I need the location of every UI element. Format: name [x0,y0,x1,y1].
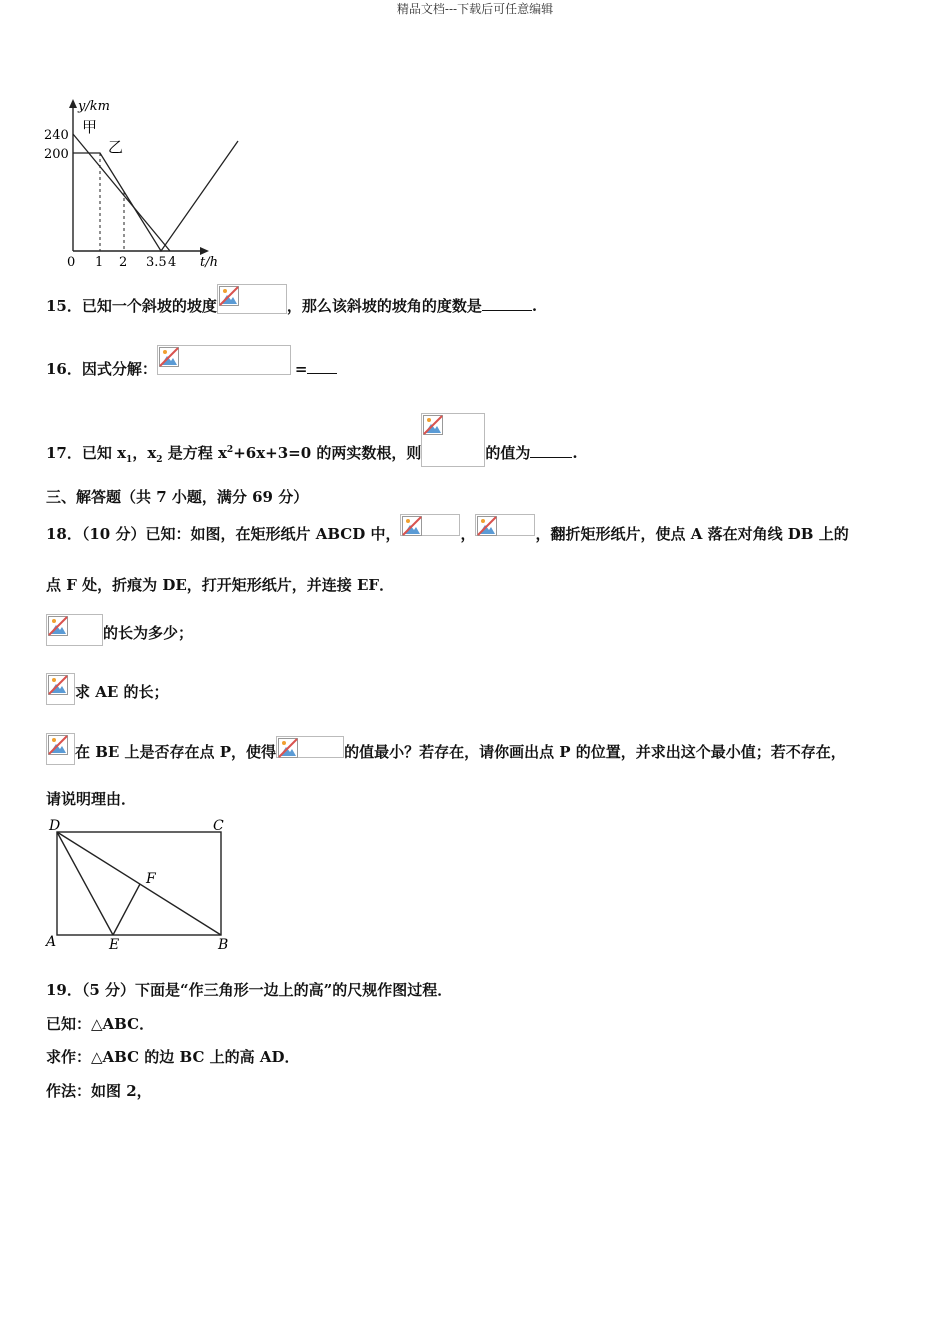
q18-comma: ， [460,525,476,543]
x-tick-1: 1 [95,255,104,270]
x-tick-4: 4 [168,255,177,270]
point-label-e: E [109,937,120,953]
y-axis-label: y/km [78,99,110,114]
q15-answer-blank [482,296,532,311]
q17-answer-blank [530,443,572,458]
point-label-f: F [146,871,156,887]
q18-sub3-expression-image [276,736,344,758]
broken-image-icon [159,347,179,367]
q16-equals: = [294,360,308,378]
q15-text-before: 15．已知一个斜坡的坡度 [46,297,217,315]
broken-image-icon [477,516,497,536]
q18-sub2-text: 求 AE 的长； [75,683,169,701]
q18-condition-image-1 [400,514,460,536]
question-18-sub-3-line-2: 请说明理由． [46,790,137,808]
q17-expression-image [421,413,485,467]
q16-answer-blank [307,359,337,374]
q15-text-after: ，那么该斜坡的坡角的度数是 [286,297,482,315]
q18-sub1-text: 的长为多少； [103,624,194,642]
section-3-heading: 三、解答题（共 7 小题，满分 69 分） [46,488,309,506]
question-17 [46,427,578,481]
label-yi: 乙 [108,138,124,156]
q18-text-1: 18．（10 分）已知：如图，在矩形纸片 ABCD 中， [46,525,401,543]
y-tick-200: 200 [44,147,69,162]
question-18-sub-1 [46,618,193,650]
point-label-a: A [46,934,57,950]
point-label-b: B [218,937,229,953]
q15-end: . [531,297,538,315]
broken-image-icon [219,286,239,306]
broken-image-icon [48,735,68,755]
question-18-line-1 [46,523,849,546]
question-15 [46,292,537,322]
page-header: 精品文档---下载后可任意编辑 [396,2,554,16]
distance-time-graph [40,96,260,276]
question-16 [46,355,337,385]
q17-text-2: ，x [132,444,157,462]
q17-sub-2: 2 [156,455,163,465]
q18-sub3-image [46,733,75,765]
label-jia: 甲 [82,118,98,136]
q18-sub1-image [46,614,103,646]
question-19-task: 求作：△ABC 的边 BC 上的高 AD． [46,1048,300,1066]
point-label-c: C [213,818,224,834]
q17-text-after: 的值为 [485,444,531,462]
q18-sub3-text-2: 的值最小？若存在，请你画出点 P 的位置，并求出这个最小值；若不存在， [344,743,846,761]
q16-expression-image [157,345,291,375]
y-axis-arrow [69,99,77,108]
question-18-sub-2 [46,677,169,709]
question-18-sub-3 [46,737,846,769]
q17-text-4: +6x+3=0 的两实数根，则 [233,444,422,462]
q18-condition-image-2 [475,514,535,536]
q17-sup: 2 [226,445,234,455]
question-19-method: 作法：如图 2， [46,1082,152,1100]
x-axis-label: t/h [200,255,218,270]
segment-ef [113,884,140,935]
q17-text-1: 17．已知 x [46,444,127,462]
q18-sub2-image [46,673,75,705]
x-tick-2: 2 [119,255,128,270]
q17-end: . [572,444,578,462]
q17-sub-1: 1 [126,455,133,465]
broken-image-icon [48,616,68,636]
question-19-known: 已知：△ABC． [46,1015,155,1033]
q15-formula-image [217,284,287,314]
broken-image-icon [48,675,68,695]
point-label-d: D [49,818,61,834]
broken-image-icon [402,516,422,536]
x-tick-0: 0 [67,255,76,270]
q16-text-before: 16．因式分解： [46,360,157,378]
question-19-title: 19．（5 分）下面是“作三角形一边上的高”的尺规作图过程． [46,981,453,999]
x-axis-arrow [200,247,209,255]
broken-image-icon [423,415,443,435]
diagonal-db [57,832,221,935]
x-tick-3-5: 3.5 [146,255,167,270]
broken-image-icon [278,738,298,758]
segment-de [57,832,113,935]
q18-text-2: ，翻折矩形纸片，使点 A 落在对角线 DB 上的 [535,525,849,543]
q18-sub3-text-1: 在 BE 上是否存在点 P，使得 [75,743,277,761]
q17-text-3: 是方程 x [162,444,227,462]
rectangle-abcd-figure [40,812,240,957]
question-18-line-2: 点 F 处，折痕为 DE，打开矩形纸片，并连接 EF． [46,576,395,594]
y-tick-240: 240 [44,128,69,143]
